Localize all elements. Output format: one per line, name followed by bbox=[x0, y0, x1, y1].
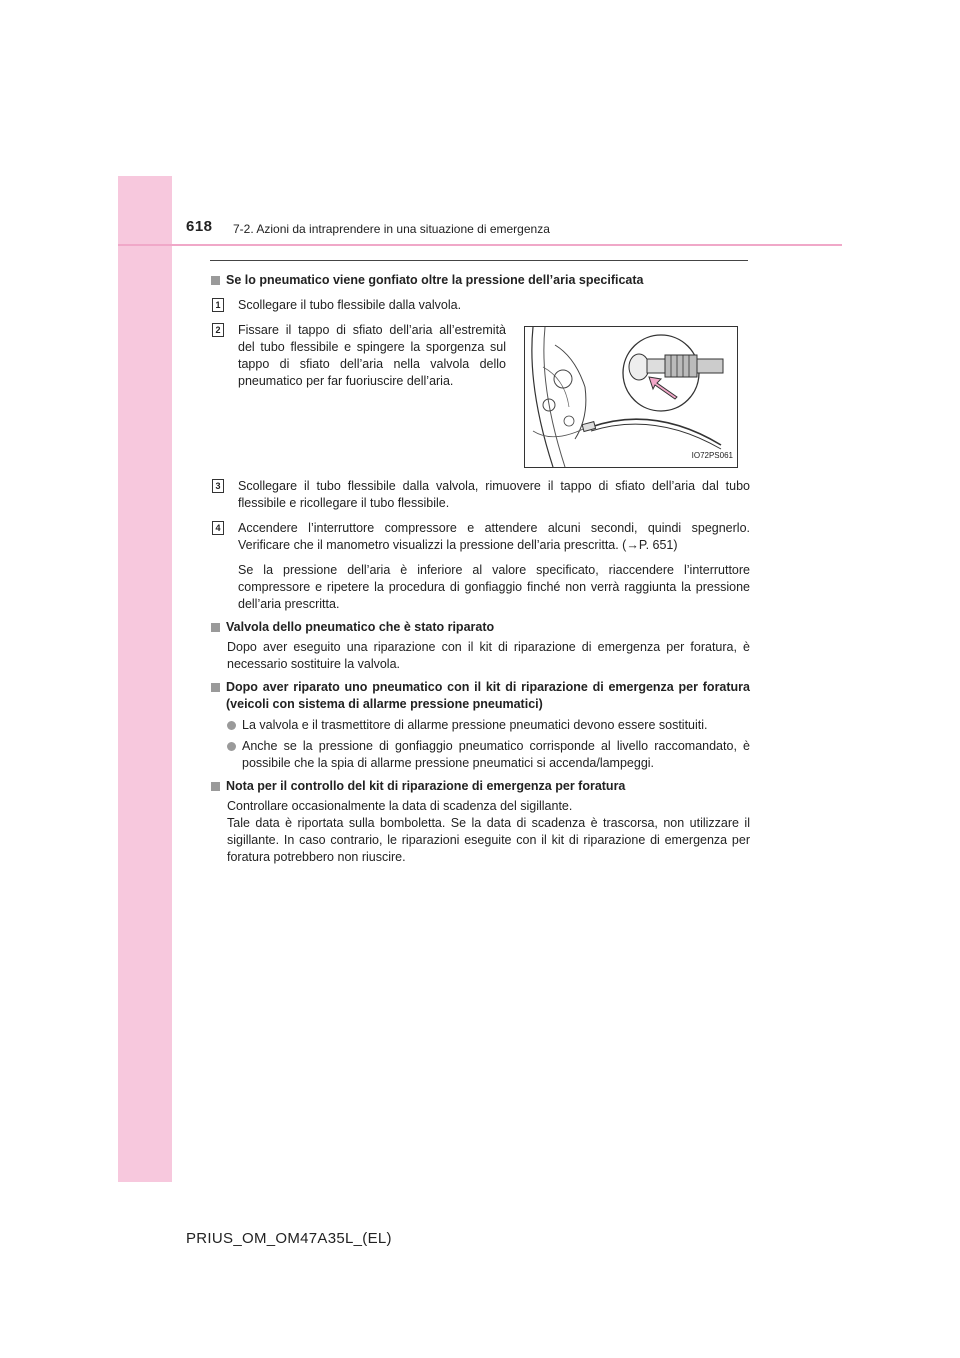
step-text: Accendere l’interruttore compressore e attendere alcuni secondi, quindi spegnerlo. Verificare che il manometro visualizzi la pressione dell’aria prescritta. (→P. 651) bbox=[238, 521, 750, 552]
step-text: Scollegare il tubo flessibile dalla valvola, rimuovere il tappo di sfiato dell’aria dal tubo flessibile e ricollegare il tubo flessibile. bbox=[238, 479, 750, 510]
section-title: 7-2. Azioni da intraprendere in una situazione di emergenza bbox=[233, 222, 550, 236]
content-rule bbox=[210, 260, 748, 261]
step-text: Scollegare il tubo flessibile dalla valvola. bbox=[238, 298, 462, 312]
step-number-badge: 3 bbox=[212, 479, 224, 493]
bullet-item: La valvola e il trasmettitore di allarme pressione pneumatici devono essere sostituiti. bbox=[210, 717, 750, 734]
step-text: Se la pressione dell’aria è inferiore al valore specificato, riaccendere l’interruttore compressore e ripetere la procedura di gonfiaggio finché non verrà raggiunta la pressione dell’aria prescritta. bbox=[238, 563, 750, 611]
square-bullet-icon bbox=[211, 623, 220, 632]
figure-code: IO72PS061 bbox=[691, 451, 733, 460]
paragraph: Tale data è riportata sulla bomboletta. Se la data di scadenza è trascorsa, non utilizzare il sigillante. In caso contrario, le riparazioni eseguite con il kit di riparazione di emergenza per foratura potrebbero non riuscire. bbox=[227, 816, 750, 864]
step-text: Fissare il tappo di sfiato dell’aria all’estremità del tubo flessibile e spingere la sporgenza sul tappo di sfiato dell’aria nella valvola dello pneumatico per far fuoriuscire dell’aria. bbox=[238, 323, 506, 388]
step-1 bbox=[210, 297, 750, 314]
circle-bullet-icon bbox=[227, 721, 236, 730]
step-2 bbox=[210, 322, 750, 468]
page-content bbox=[210, 266, 750, 866]
paragraph: Controllare occasionalmente la data di scadenza del sigillante. bbox=[227, 799, 573, 813]
paragraph: Dopo aver eseguito una riparazione con il kit di riparazione di emergenza per foratura, è necessario sostituire la valvola. bbox=[227, 640, 750, 671]
square-bullet-icon bbox=[211, 276, 220, 285]
page-number: 618 bbox=[186, 218, 213, 235]
step-number-badge: 1 bbox=[212, 298, 224, 312]
document-code: PRIUS_OM_OM47A35L_(EL) bbox=[186, 1230, 392, 1247]
side-tab-band bbox=[118, 176, 172, 1182]
heading-kit-note: Nota per il controllo del kit di riparazione di emergenza per foratura bbox=[210, 778, 750, 795]
square-bullet-icon bbox=[211, 683, 220, 692]
step-number-badge: 4 bbox=[212, 521, 224, 535]
header-rule bbox=[118, 244, 842, 246]
circle-bullet-icon bbox=[227, 742, 236, 751]
step-3 bbox=[210, 478, 750, 512]
step-4 bbox=[210, 520, 750, 613]
air-bleed-cap-illustration bbox=[524, 326, 738, 468]
heading-valve: Valvola dello pneumatico che è stato riparato bbox=[210, 619, 750, 636]
heading-after-repair: Dopo aver riparato uno pneumatico con il kit di riparazione di emergenza per foratura (veicoli con sistema di allarme pressione pneumatici) bbox=[210, 679, 750, 713]
square-bullet-icon bbox=[211, 782, 220, 791]
wheel-valve-drawing bbox=[525, 327, 737, 467]
step-number-badge: 2 bbox=[212, 323, 224, 337]
bullet-item: Anche se la pressione di gonfiaggio pneumatico corrisponde al livello raccomandato, è possibile che la spia di allarme pressione pneumatici si accenda/lampeggi. bbox=[210, 738, 750, 772]
heading-over-inflation: Se lo pneumatico viene gonfiato oltre la pressione dell’aria specificata bbox=[210, 272, 750, 289]
